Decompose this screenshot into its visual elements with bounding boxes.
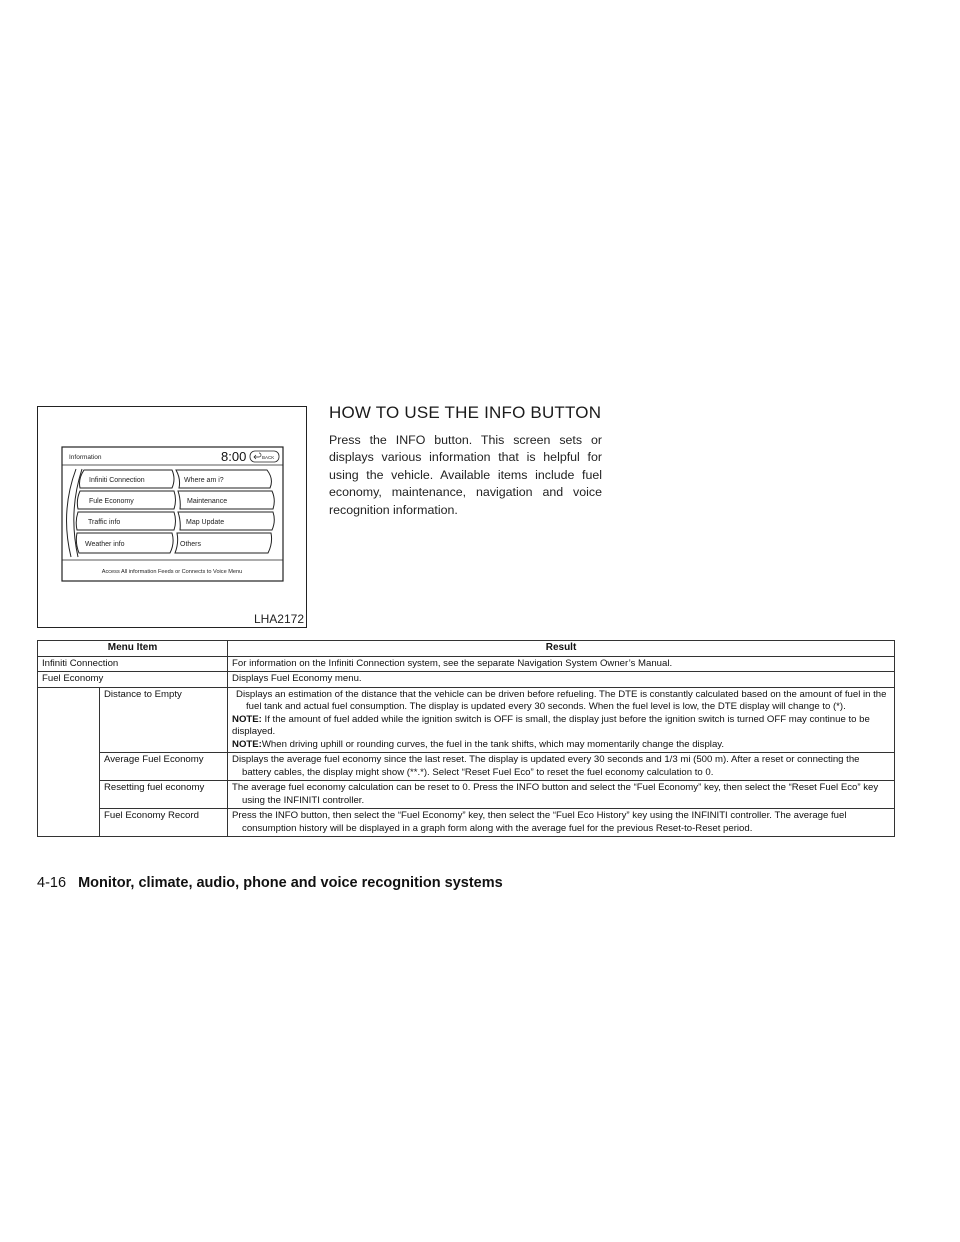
row-subitem: Resetting fuel economy xyxy=(100,781,228,809)
info-screen-illustration xyxy=(38,407,306,627)
table-row xyxy=(38,781,895,809)
intro-paragraph: Press the INFO button. This screen sets or displays various information that is helpful for using the vehicle. Available items include fuel economy, maintenance, navigation and voice recognition information. xyxy=(329,433,602,517)
menu-item-weather-info: Weather info xyxy=(85,541,125,548)
screen-clock: 8:00 xyxy=(221,449,247,464)
back-label: BACK xyxy=(262,455,275,460)
header-menu-item: Menu Item xyxy=(38,641,228,657)
page-number: 4-16 xyxy=(37,875,67,891)
row-result xyxy=(228,687,895,753)
table-row xyxy=(38,672,895,688)
section-heading: HOW TO USE THE INFO BUTTON xyxy=(329,403,602,422)
footer-section-title: Monitor, climate, audio, phone and voice recognition systems xyxy=(78,875,503,891)
row-item: Infiniti Connection xyxy=(38,656,228,672)
info-menu-table xyxy=(37,640,895,837)
menu-item-where-am-i: Where am i? xyxy=(184,477,224,484)
menu-item-maintenance: Maintenance xyxy=(187,498,228,505)
table-header-row xyxy=(38,641,895,657)
table-row xyxy=(38,753,895,781)
header-result: Result xyxy=(228,641,895,657)
row-subitem: Distance to Empty xyxy=(100,687,228,753)
menu-item-traffic-info: Traffic info xyxy=(88,519,121,526)
row-item: Fuel Economy xyxy=(38,672,228,688)
row-result: Displays Fuel Economy menu. xyxy=(228,672,895,688)
menu-item-infiniti-connection: Infiniti Connection xyxy=(89,477,145,484)
dte-note-2: NOTE:When driving uphill or rounding curves, the fuel in the tank shifts, which may momentarily change the display. xyxy=(232,738,725,750)
info-screen-figure xyxy=(37,406,307,628)
table-row xyxy=(38,809,895,837)
table-row xyxy=(38,687,895,753)
row-result: The average fuel economy calculation can be reset to 0. Press the INFO button and select the “Fuel Economy” key, then select the “Reset Fuel Eco” key using the INFINITI controller. xyxy=(228,781,895,809)
figure-label: LHA2172 xyxy=(253,612,304,626)
row-indent-cell xyxy=(38,687,100,837)
row-result: Press the INFO button, then select the “Fuel Economy” key, then select the “Fuel Eco History” key using the INFINITI controller. The average fuel consumption history will be displayed in a graph form along with the average fuel for the previous Reset-to-Reset period. xyxy=(228,809,895,837)
dte-description: Displays an estimation of the distance that the vehicle can be driven before refueling. The DTE is constantly calculated based on the amount of fuel in the fuel tank and actual fuel consumption. The display is updated every 30 seconds. When the fuel level is low, the DTE display will change to (*). xyxy=(236,688,887,712)
page-footer xyxy=(37,875,503,891)
table-row xyxy=(38,656,895,672)
row-subitem: Average Fuel Economy xyxy=(100,753,228,781)
row-result: Displays the average fuel economy since the last reset. The display is updated every 30 seconds and 1/3 mi (500 m). After a reset or connecting the battery cables, the display might show (**.*). Select “Reset Fuel Eco” to reset the fuel economy calculation to 0. xyxy=(228,753,895,781)
menu-item-fuel-economy: Fule Economy xyxy=(89,498,134,505)
menu-item-map-update: Map Update xyxy=(186,519,225,526)
row-result: For information on the Infiniti Connection system, see the separate Navigation System Owner’s Manual. xyxy=(228,656,895,672)
screen-footer: Access All information Feeds or Connects to Voice Menu xyxy=(101,569,243,575)
screen-title: Information xyxy=(69,454,102,461)
row-subitem: Fuel Economy Record xyxy=(100,809,228,837)
dte-note-1: NOTE: If the amount of fuel added while the ignition switch is OFF is small, the display just before the ignition switch is turned OFF may continue to be displayed. xyxy=(232,713,870,737)
menu-item-others: Others xyxy=(180,541,202,548)
